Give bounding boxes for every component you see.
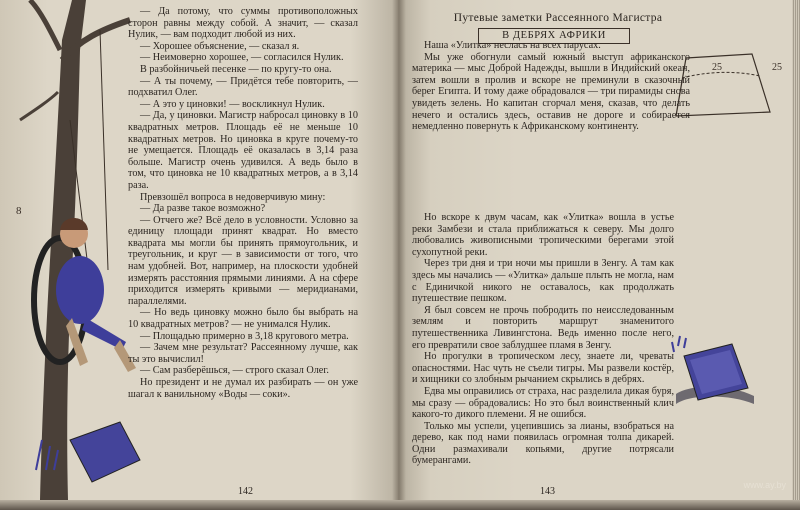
paragraph: — Да, у циновки. Магистр набросал циновку в 10 квадратных метров. Площадь её не меньше 10 квадратных метров. Но циновка в круге почему-то не умещается. Площадь её оказалась в 3,14 раза больше. Магистр очень удивился. А ведь было в том, что циновка не 10 квадратных метров, а в 3,14 раза.: [128, 110, 358, 191]
right-page-text-top: [412, 40, 690, 133]
paragraph: Мы уже обогнули самый южный выступ африканского материка — мыс Доброй Надежды, вышли в Индийский океан, затем вошли в пролив и вскоре не преминули в сказочный берег Египта. И тому даже обрадовался — три пирамиды снова увидеть зелень. Но капитан сгорчал меня, сказав, что делать нечего и остались здесь, оставив не дороге и собирается немедленно повернуть к Африканскому континенту.: [412, 51, 690, 133]
paragraph: Но президент и не думал их разбирать — он уже шагал к ванильному «Воды — соки».: [128, 377, 358, 400]
paragraph: Только мы успели, уцепившись за лианы, взобраться на дерево, как под нами появилась огромная толпа дикарей. Одни размахивали копьями, другие потрясали бумерангами.: [412, 420, 674, 467]
paragraph: Но прогулки в тропическом лесу, знаете ли, чреваты опасностями. Нас чуть не съели тигры. Мы развели костёр, и хищники со злобным рычанием скрылись в дебрях.: [412, 351, 674, 386]
trapezoid-figure: [674, 40, 784, 130]
paragraph: — Сам разберёшься, — строго сказал Олег.: [140, 365, 329, 377]
paragraph: — Хорошее объяснение, — сказал я.: [140, 40, 300, 52]
paragraph: Превзошёл вопроса в недоверчивую мину:: [140, 191, 326, 203]
figure-label: 25: [772, 62, 782, 73]
margin-mark: 8: [16, 205, 22, 217]
paragraph: Через три дня и три ночи мы пришли в Зенгу. А там как здесь мы начались — «Улитка» дальше плыть не могла, нам с Единичкой никого не оставалось, как продолжать путешествие пешком.: [412, 258, 674, 305]
page-number: 143: [540, 486, 555, 497]
bottom-edge: [0, 500, 800, 510]
right-page-text-bottom: [412, 212, 674, 467]
chapter-title: В ДЕБРЯХ АФРИКИ: [478, 28, 630, 44]
figure-label: 25: [712, 62, 722, 73]
paragraph: — А ты почему, — Придётся тебе повторить, — подхватил Олег.: [128, 75, 358, 99]
paragraph: В разбойничьей песенке — по кругу-то она.: [140, 63, 332, 75]
left-page-text: [128, 6, 358, 400]
paragraph: — Да разве такое возможно?: [140, 203, 266, 215]
paragraph: Наша «Улитка» неслась на всех парусах.: [424, 40, 601, 51]
left-page: [0, 0, 398, 500]
paragraph: — Отчего же? Всё дело в условности. Условно за единицу площади принят квадрат. Но вместо квадрата мы могли бы принять прямоугольник, и треугольник, и круг — в зависимости от того, что нам удобней. Вот, например, на плоскости удобней измерять расстояния прямыми линиями. А на сфере приходится измерять кривыми — меридианами, параллелями.: [128, 214, 358, 307]
paragraph: — Площадью примерно в 3,18 кругового метра.: [140, 330, 349, 342]
right-page: [398, 0, 800, 500]
running-head: Путевые заметки Рассеянного Магистра: [453, 12, 663, 24]
paragraph: Едва мы оправились от страха, нас разделила дикая буря, мы сразу — обрадовались: Но это был воинственный клич какого-то дикого племени. Я не ошибся.: [412, 385, 674, 421]
paragraph: — Но ведь циновку можно было бы выбрать на 10 квадратных метров? — не унимался Нулик.: [128, 307, 358, 331]
paragraph: Но вскоре к двум часам, как «Улитка» вошла в устье реки Замбези и стала приближаться к северу. Мы долго любовались живописными тропическими берегами этой сухопутной реки.: [412, 212, 674, 258]
paragraph: Я был совсем не прочь побродить по неисследованным землям и повторить маршрут знаменитого путешественника Ливингстона. Ведь именно после него, его превратили свое заблудшее пламя в Зенгу.: [412, 304, 674, 351]
gutter-shadow: [392, 0, 406, 500]
paragraph: — Да потому, что суммы противоположных сторон равны между собой. А значит, — сказал Нулик, — вам подходит любой из них.: [128, 6, 358, 41]
page-edges: [792, 0, 800, 500]
watermark: www.ay.by: [743, 480, 786, 490]
paragraph: — А это у циновки! — воскликнул Нулик.: [140, 98, 325, 110]
page-number: 142: [238, 486, 253, 497]
paragraph: — Неимоверно хорошее, — согласился Нулик.: [140, 52, 344, 64]
book-illustration: [670, 334, 760, 424]
paragraph: — Зачем мне результат? Рассеянному лучше, как ты это вычислил!: [128, 342, 358, 365]
